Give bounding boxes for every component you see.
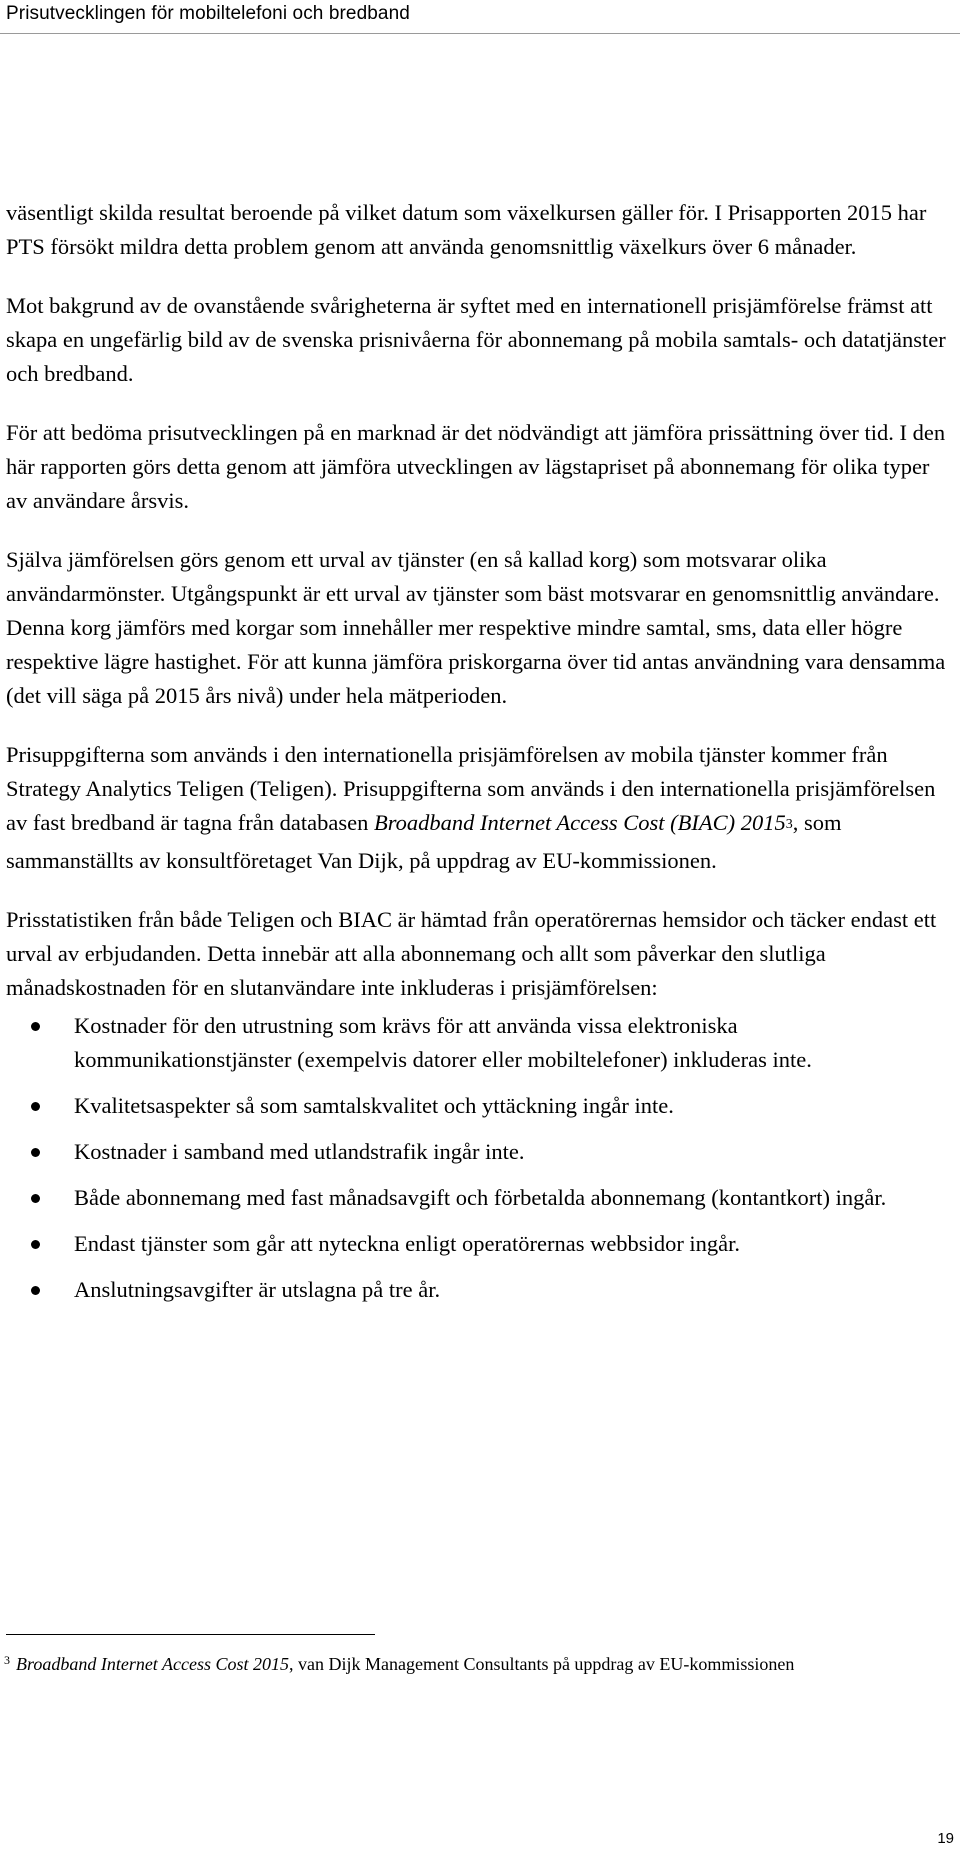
footnote-number: 3 xyxy=(4,1653,10,1667)
sources-text-part1: Prisuppgifterna som används i den internationella prisjämförelsen av mobila tjänster kommer från Strategy Analytics Teligen (Teligen). Prisuppgifterna som används i den internationella prisjämförelsen av fast bredband är tagna från databasen xyxy=(6,742,936,835)
list-item: Anslutningsavgifter är utslagna på tre år. xyxy=(6,1273,956,1307)
exclusions-list xyxy=(6,1009,956,1307)
page-number: 19 xyxy=(937,1830,954,1847)
footnote-text: , van Dijk Management Consultants på uppdrag av EU-kommissionen xyxy=(288,1654,795,1674)
list-item: Endast tjänster som går att nyteckna enligt operatörernas webbsidor ingår. xyxy=(6,1227,956,1261)
list-item: Både abonnemang med fast månadsavgift och förbetalda abonnemang (kontantkort) ingår. xyxy=(6,1181,956,1215)
page-header xyxy=(0,0,960,34)
header-title: Prisutvecklingen för mobiltelefoni och bredband xyxy=(6,3,410,24)
sources-text-part2: , som sammanställts av konsultföretaget Van Dijk, på uppdrag av EU-kommissionen. xyxy=(6,810,842,873)
footnote-separator xyxy=(6,1634,375,1635)
paragraph-exchange-rate: väsentligt skilda resultat beroende på vilket datum som växelkursen gäller för. I Prisapporten 2015 har PTS försökt mildra detta problem genom att använda genomsnittlig växelkurs över 6 månader. xyxy=(6,200,927,259)
list-item: Kostnader för den utrustning som krävs för att använda vissa elektroniska kommunikationstjänster (exempelvis datorer eller mobiltelefoner) inkluderas inte. xyxy=(6,1009,956,1077)
paragraph-basket-comparison: Själva jämförelsen görs genom ett urval av tjänster (en så kallad korg) som motsvarar olika användarmönster. Utgångspunkt är ett urval av tjänster som bäst motsvarar en genomsnittlig användare. Denna korg jämförs med korgar som innehåller mer respektive mindre samtal, sms, data eller högre respektive lägre hastighet. För att kunna jämföra priskorgarna över tid antas användning vara densamma (det vill säga på 2015 års nivå) under hela mätperioden. xyxy=(6,547,946,708)
footnote-italic-title: Broadband Internet Access Cost 2015 xyxy=(16,1654,289,1674)
paragraph-list-intro: Prisstatistiken från både Teligen och BIAC är hämtad från operatörernas hemsidor och täcker endast ett urval av erbjudanden. Detta innebär att alla abonnemang och allt som påverkar den slutliga månadskostnaden för en slutanvändare inte inkluderas i prisjämförelsen: xyxy=(6,907,937,1000)
document-body xyxy=(6,196,956,1319)
footnote xyxy=(4,1652,794,1678)
list-item: Kvalitetsaspekter så som samtalskvalitet och yttäckning ingår inte. xyxy=(6,1089,956,1123)
list-item: Kostnader i samband med utlandstrafik ingår inte. xyxy=(6,1135,956,1169)
paragraph-purpose: Mot bakgrund av de ovanstående svårigheterna är syftet med en internationell prisjämförelse främst att skapa en ungefärlig bild av de svenska prisnivåerna för abonnemang på mobila samtals- och datatjänster och bredband. xyxy=(6,293,946,386)
paragraph-price-development: För att bedöma prisutvecklingen på en marknad är det nödvändigt att jämföra prissättning över tid. I den här rapporten görs detta genom att jämföra utvecklingen av lägstapriset på abonnemang för olika typer av användare årsvis. xyxy=(6,420,946,513)
sources-italic-title: Broadband Internet Access Cost (BIAC) 2015 xyxy=(373,810,786,835)
paragraph-data-sources xyxy=(6,738,956,878)
footnote-reference[interactable]: 3 xyxy=(785,817,793,832)
